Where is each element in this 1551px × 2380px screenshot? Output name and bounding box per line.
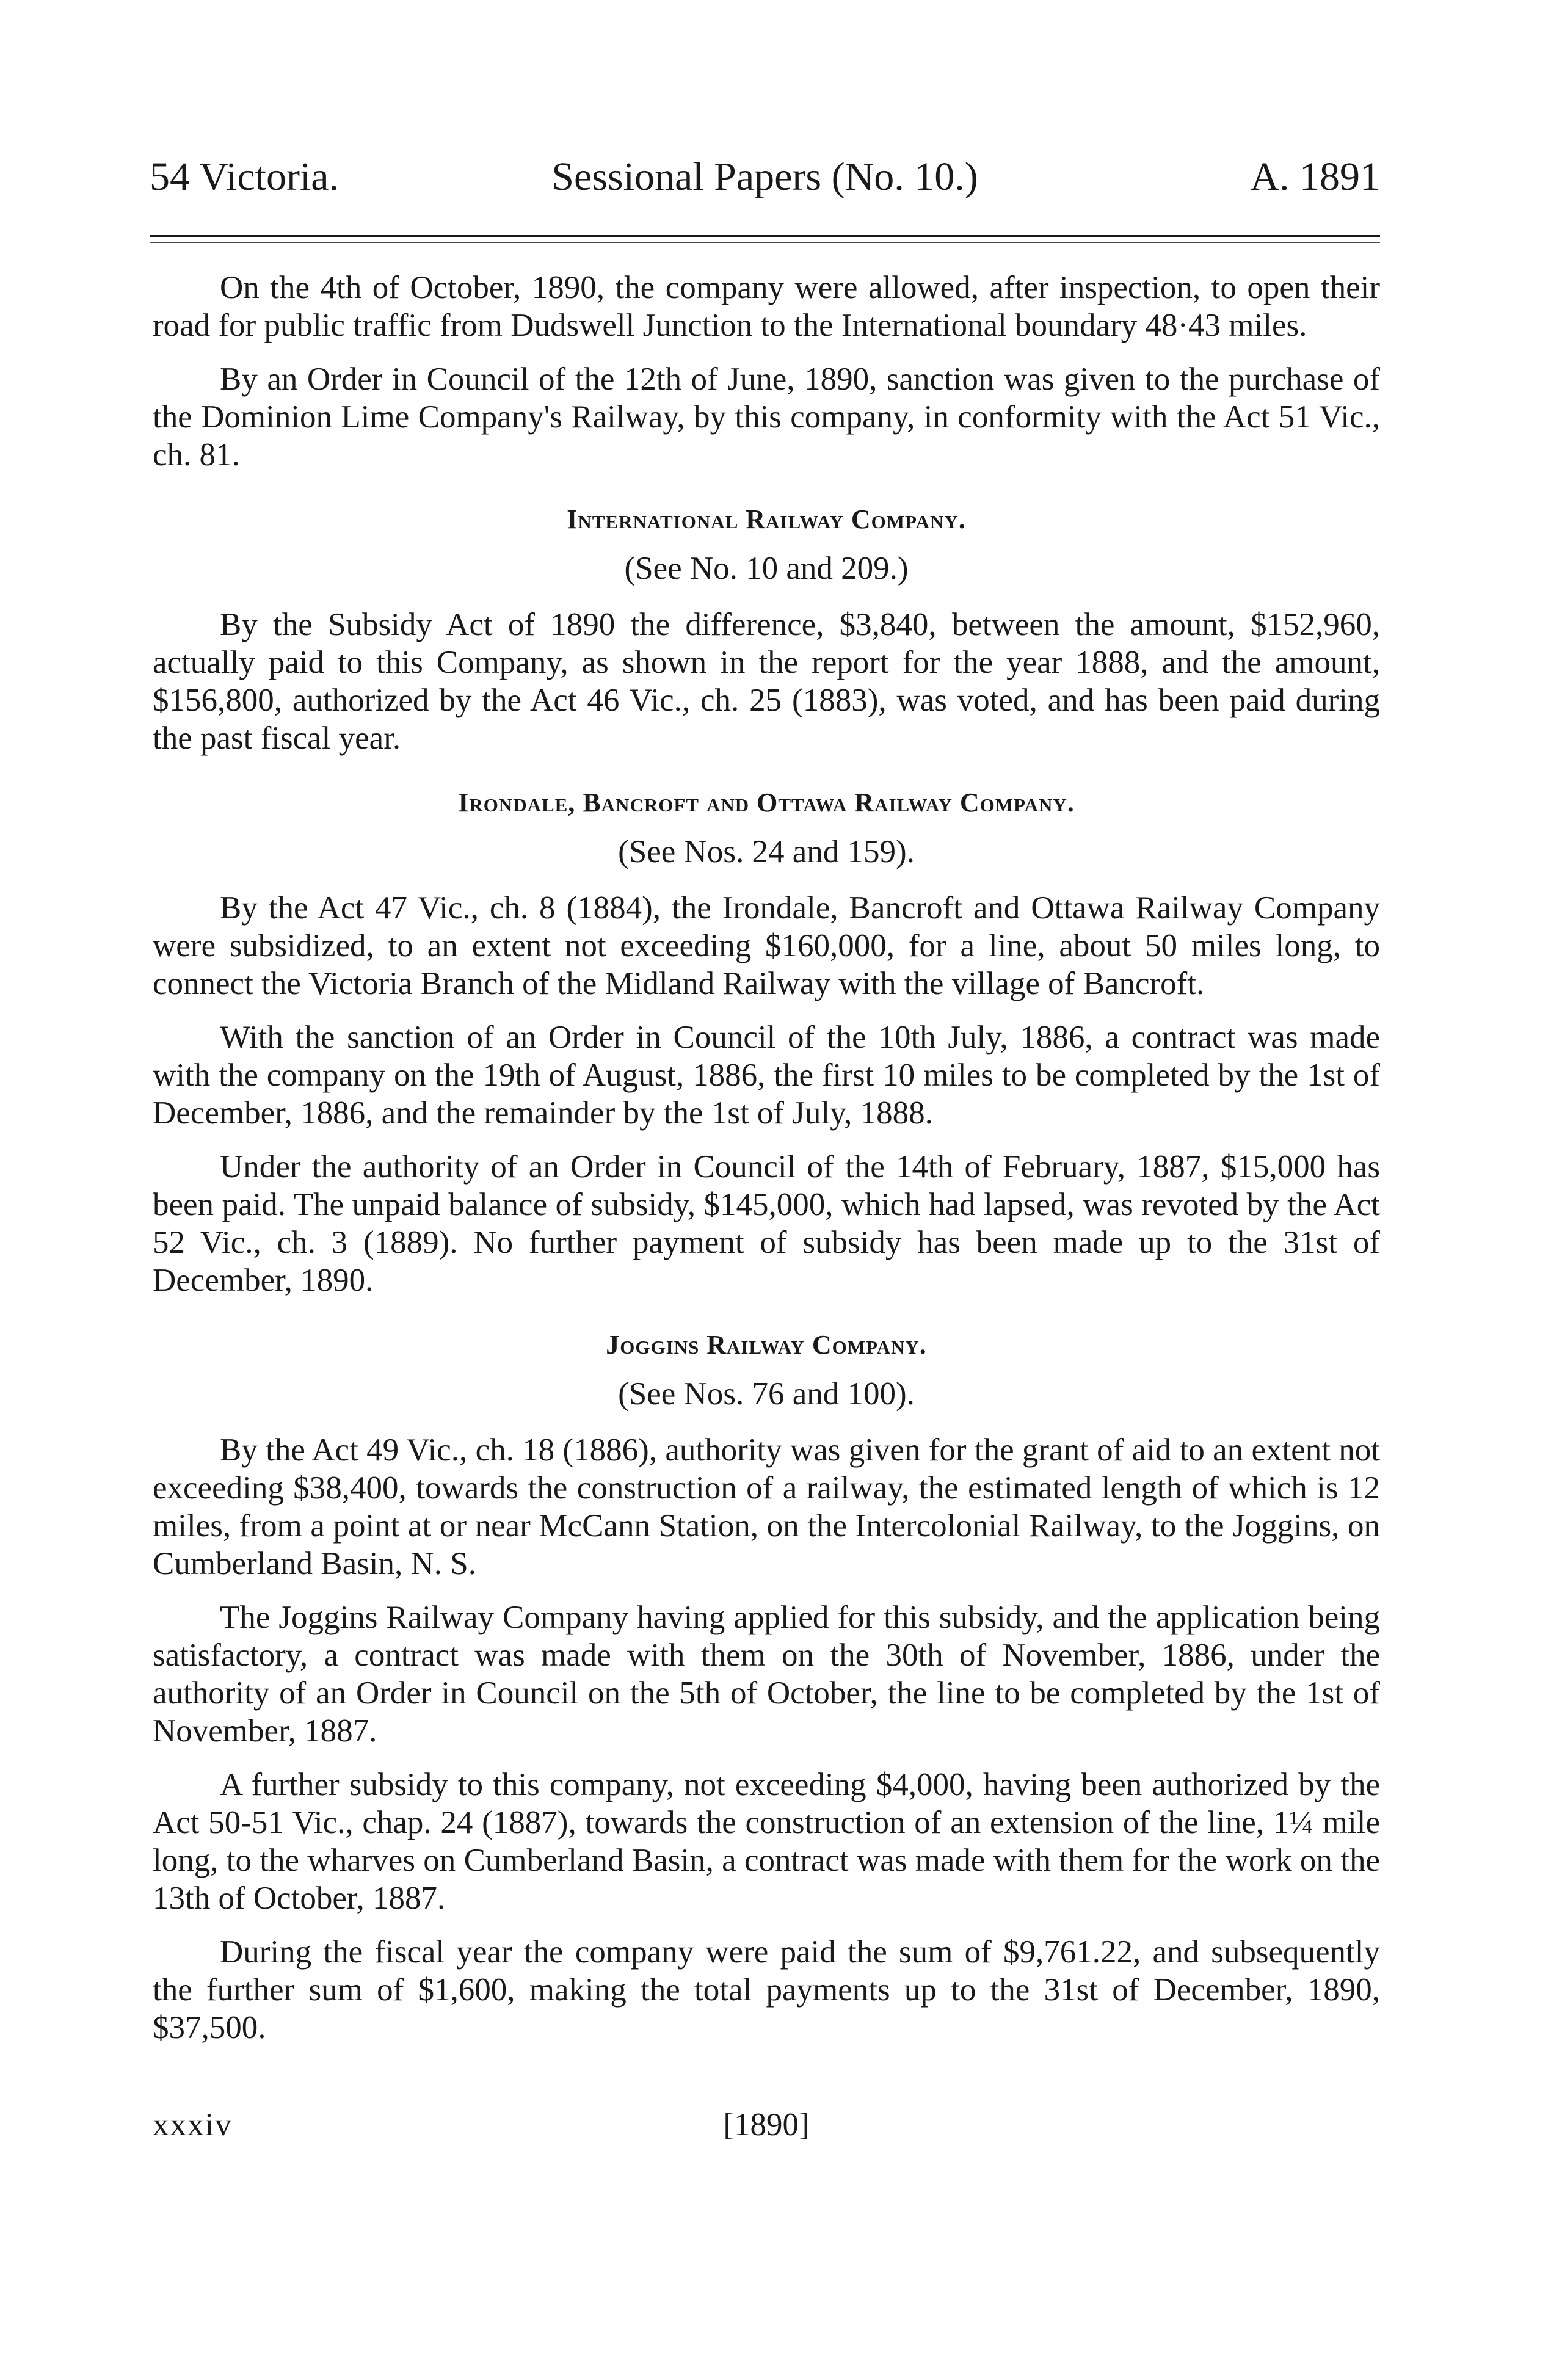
footer-year: [1890] (723, 2107, 810, 2142)
paragraph: By the Subsidy Act of 1890 the difference, $3,840, between the amount, $152,960, actually paid to this Company, as shown in the report for the year 1888, and the amount, $156,800, authorized by the Act 46 Vic., ch. 25 (1883), was voted, and has been paid during the past fiscal year. (153, 607, 1380, 756)
paragraph: The Joggins Railway Company having applied for this subsidy, and the application being satisfactory, a contract was made with them on the 30th of November, 1886, under the authority of an Order in Council on the 5th of October, the line to be completed by the 1st of November, 1887. (153, 1600, 1380, 1749)
paragraph: By the Act 49 Vic., ch. 18 (1886), authority was given for the grant of aid to an extent not exceeding $38,400, towards the construction of a railway, the estimated length of which is 12 miles, from a point at or near McCann Station, on the Intercolonial Railway, to the Joggins, on Cumberland Basin, N. S. (153, 1432, 1380, 1581)
section-heading-joggins-railway: Joggins Railway Company. (606, 1330, 927, 1360)
header-regnal-year: 54 Victoria. (150, 154, 340, 199)
section-reference: (See No. 10 and 209.) (624, 551, 909, 586)
header-year: A. 1891 (1250, 154, 1380, 199)
paragraph: A further subsidy to this company, not exceeding $4,000, having been authorized by the Act 50-51 Vic., chap. 24 (1887), towards the construction of an extension of the line, 1¼ mile long, to the wharves on Cumberland Basin, a contract was made with them for the work on the 13th of October, 1887. (153, 1767, 1380, 1916)
paragraph: By an Order in Council of the 12th of June, 1890, sanction was given to the purchase of the Dominion Lime Company's Railway, by this company, in conformity with the Act 51 Vic., ch. 81. (153, 361, 1380, 473)
page-footer (153, 2103, 1380, 2146)
section-reference: (See Nos. 24 and 159). (618, 834, 915, 869)
running-header (150, 153, 1380, 201)
paragraph: With the sanction of an Order in Council of the 10th July, 1886, a contract was made with the company on the 19th of August, 1886, the first 10 miles to be completed by the 1st of December, 1886, and the remainder by the 1st of July, 1888. (153, 1020, 1380, 1131)
paragraph: By the Act 47 Vic., ch. 8 (1884), the Irondale, Bancroft and Ottawa Railway Company were subsidized, to an extent not exceeding $160,000, for a line, about 50 miles long, to connect the Victoria Branch of the Midland Railway with the village of Bancroft. (153, 890, 1380, 1001)
header-sessional-papers: Sessional Papers (No. 10.) (551, 154, 978, 199)
header-rule-secondary (150, 242, 1380, 243)
section-heading-international-railway: International Railway Company. (567, 504, 966, 534)
body-text (153, 269, 1380, 2063)
section-heading-irondale-bancroft-ottawa: Irondale, Bancroft and Ottawa Railway Company. (458, 788, 1075, 818)
section-reference: (See Nos. 76 and 100). (618, 1376, 915, 1412)
paragraph: On the 4th of October, 1890, the company were allowed, after inspection, to open their road for public traffic from Dudswell Junction to the International boundary 48·43 miles. (153, 270, 1380, 343)
paragraph: Under the authority of an Order in Council of the 14th of February, 1887, $15,000 has been paid. The unpaid balance of subsidy, $145,000, which had lapsed, was revoted by the Act 52 Vic., ch. 3 (1889). No further payment of subsidy has been made up to the 31st of December, 1890. (153, 1149, 1380, 1298)
page-number: xxxiv (153, 2107, 233, 2142)
paragraph: During the fiscal year the company were paid the sum of $9,761.22, and subsequently the further sum of $1,600, making the total payments up to the 31st of December, 1890, $37,500. (153, 1934, 1380, 2045)
header-rule (150, 235, 1380, 237)
